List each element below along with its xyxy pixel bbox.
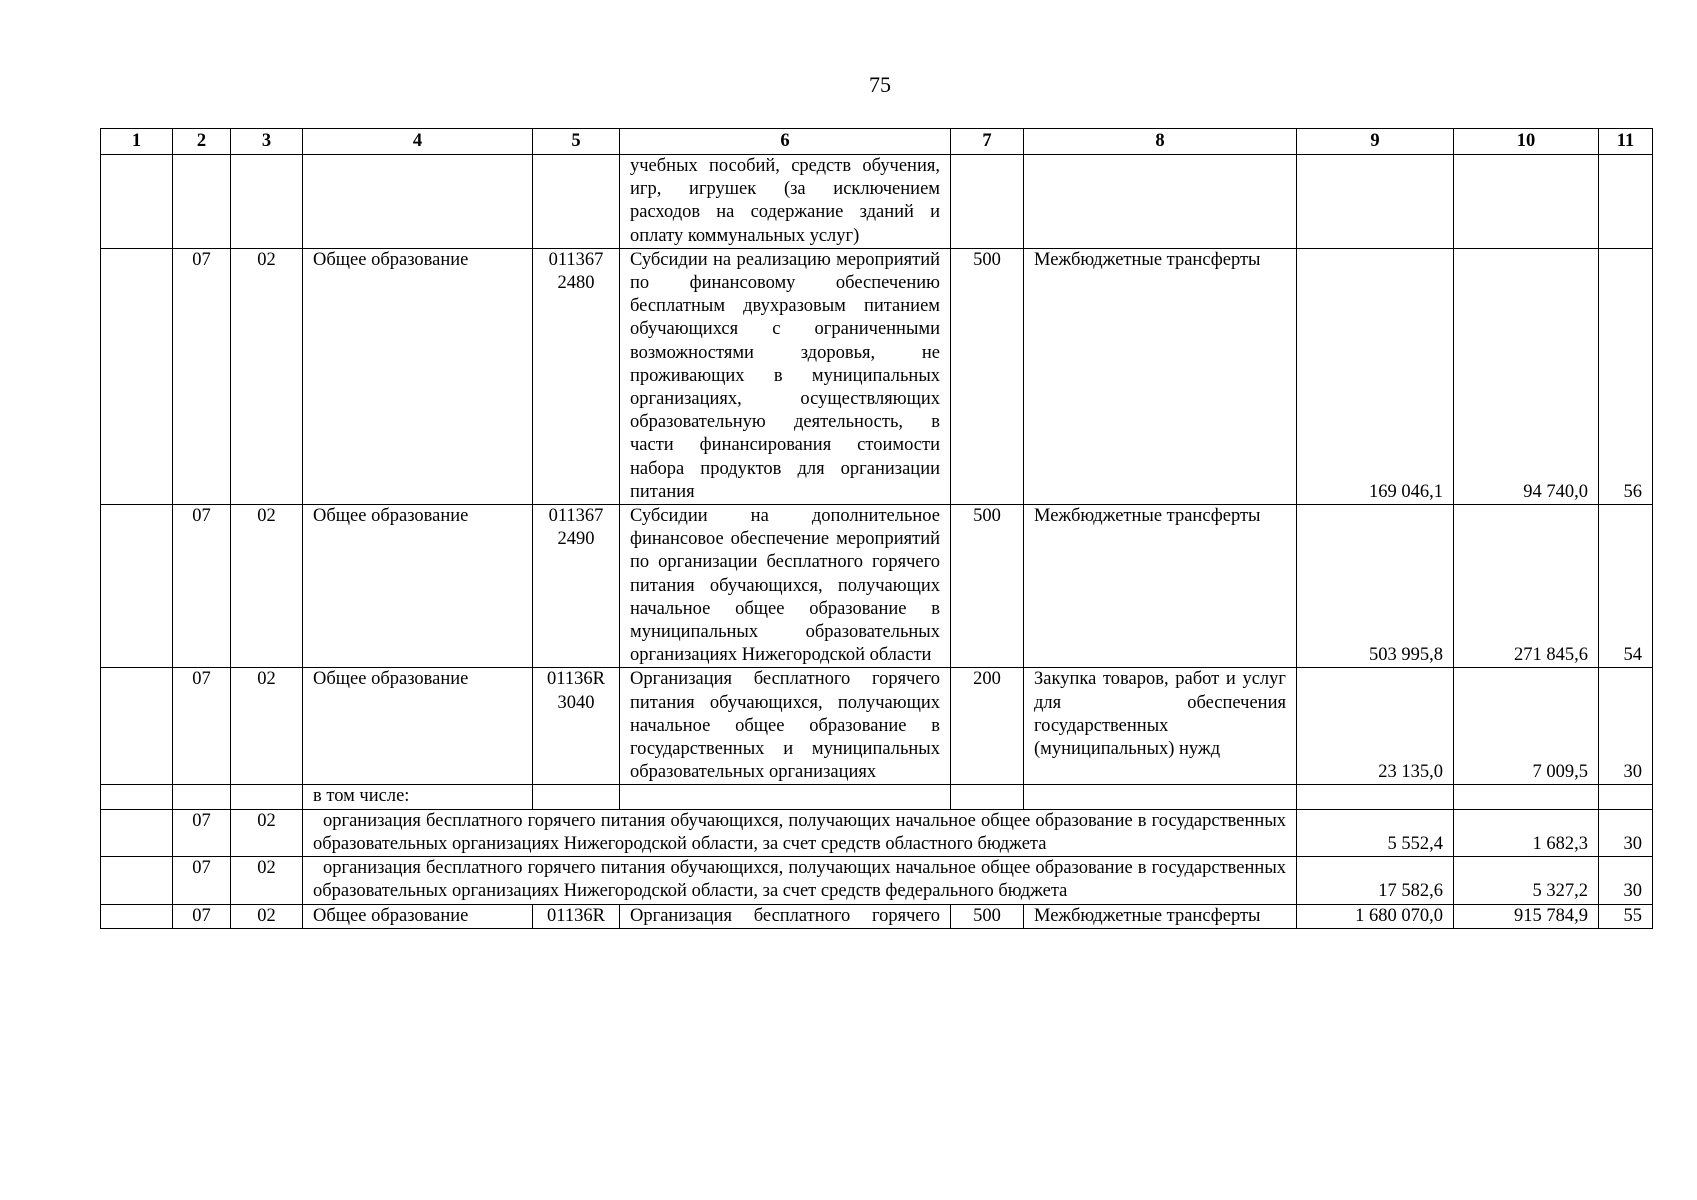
cell-merged-text: организация бесплатного горячего питания обучающихся, получающих начальное общее образование в государственных образовательных организациях Нижегородской области, за счет средств федерального бюджета — [303, 857, 1297, 904]
cell-c3: 02 — [231, 248, 303, 504]
cell-c1 — [101, 668, 173, 785]
cell-c5 — [533, 785, 620, 809]
cell-c7: 500 — [951, 248, 1024, 504]
table-row — [101, 505, 1653, 668]
col-header-4: 4 — [303, 129, 533, 155]
col-header-9: 9 — [1297, 129, 1454, 155]
cell-c7: 200 — [951, 668, 1024, 785]
cell-c9: 1 680 070,0 — [1297, 904, 1454, 928]
cell-c11 — [1599, 785, 1653, 809]
cell-c11: 30 — [1599, 809, 1653, 856]
cell-c10: 1 682,3 — [1454, 809, 1599, 856]
cell-c4: в том числе: — [303, 785, 533, 809]
cell-c10: 271 845,6 — [1454, 505, 1599, 668]
cell-c2: 07 — [173, 857, 231, 904]
table-row — [101, 248, 1653, 504]
cell-c2: 07 — [173, 248, 231, 504]
cell-c10 — [1454, 155, 1599, 249]
cell-c5: 011367 2480 — [533, 248, 620, 504]
cell-c1 — [101, 505, 173, 668]
cell-c1 — [101, 155, 173, 249]
col-header-5: 5 — [533, 129, 620, 155]
cell-c4: Общее образование — [303, 668, 533, 785]
col-header-6: 6 — [620, 129, 951, 155]
cell-c2: 07 — [173, 668, 231, 785]
cell-c7 — [951, 785, 1024, 809]
col-header-8: 8 — [1024, 129, 1297, 155]
cell-c8 — [1024, 785, 1297, 809]
cell-c3 — [231, 155, 303, 249]
cell-c9: 5 552,4 — [1297, 809, 1454, 856]
table-row — [101, 785, 1653, 809]
page-number: 75 — [869, 72, 891, 97]
cell-c11: 30 — [1599, 668, 1653, 785]
cell-c6: Субсидии на реализацию мероприятий по финансовому обеспечению бесплатным двухразовым питанием обучающихся с ограниченными возможностями здоровья, не проживающих в муниципальных организациях, осуществляющих образовательную деятельность, в части финансирования стоимости набора продуктов для организации питания — [620, 248, 951, 504]
cell-c7: 500 — [951, 505, 1024, 668]
col-header-7: 7 — [951, 129, 1024, 155]
cell-c5: 011367 2490 — [533, 505, 620, 668]
cell-c5: 01136R — [533, 904, 620, 928]
cell-c3: 02 — [231, 809, 303, 856]
cell-c1 — [101, 248, 173, 504]
cell-c3: 02 — [231, 904, 303, 928]
table-row-merged — [101, 809, 1653, 856]
cell-c10: 94 740,0 — [1454, 248, 1599, 504]
cell-c11: 30 — [1599, 857, 1653, 904]
cell-c2: 07 — [173, 809, 231, 856]
cell-c9: 169 046,1 — [1297, 248, 1454, 504]
cell-c10: 5 327,2 — [1454, 857, 1599, 904]
cell-c7: 500 — [951, 904, 1024, 928]
cell-c9: 503 995,8 — [1297, 505, 1454, 668]
table-row-merged — [101, 857, 1653, 904]
cell-c1 — [101, 809, 173, 856]
cell-c9: 17 582,6 — [1297, 857, 1454, 904]
cell-c2 — [173, 785, 231, 809]
cell-c9 — [1297, 785, 1454, 809]
cell-c8: Закупка товаров, работ и услуг для обеспечения государственных (муниципальных) нужд — [1024, 668, 1297, 785]
cell-merged-text: организация бесплатного горячего питания обучающихся, получающих начальное общее образование в государственных образовательных организациях Нижегородской области, за счет средств областного бюджета — [303, 809, 1297, 856]
cell-c9: 23 135,0 — [1297, 668, 1454, 785]
cell-c6: Организация бесплатного горячего питания обучающихся, получающих начальное общее образование в государственных и муниципальных образовательных организациях — [620, 668, 951, 785]
cell-c3: 02 — [231, 505, 303, 668]
cell-c6: Организация бесплатного горячего — [620, 904, 951, 928]
table-row — [101, 668, 1653, 785]
table-row — [101, 155, 1653, 249]
col-header-3: 3 — [231, 129, 303, 155]
cell-c10 — [1454, 785, 1599, 809]
cell-c6: учебных пособий, средств обучения, игр, игрушек (за исключением расходов на содержание зданий и оплату коммунальных услуг) — [620, 155, 951, 249]
cell-c11: 55 — [1599, 904, 1653, 928]
cell-c1 — [101, 785, 173, 809]
cell-c8: Межбюджетные трансферты — [1024, 904, 1297, 928]
col-header-11: 11 — [1599, 129, 1653, 155]
cell-c11: 54 — [1599, 505, 1653, 668]
col-header-1: 1 — [101, 129, 173, 155]
cell-c8: Межбюджетные трансферты — [1024, 248, 1297, 504]
cell-c4 — [303, 155, 533, 249]
budget-table — [100, 128, 1653, 929]
col-header-10: 10 — [1454, 129, 1599, 155]
cell-c11: 56 — [1599, 248, 1653, 504]
cell-c8: Межбюджетные трансферты — [1024, 505, 1297, 668]
cell-c2: 07 — [173, 904, 231, 928]
cell-c9 — [1297, 155, 1454, 249]
cell-c5: 01136R 3040 — [533, 668, 620, 785]
cell-c5 — [533, 155, 620, 249]
header-row — [101, 129, 1653, 155]
cell-c3 — [231, 785, 303, 809]
cell-c2 — [173, 155, 231, 249]
cell-c3: 02 — [231, 668, 303, 785]
cell-c6 — [620, 785, 951, 809]
cell-c11 — [1599, 155, 1653, 249]
cell-c4: Общее образование — [303, 248, 533, 504]
cell-c4: Общее образование — [303, 505, 533, 668]
cell-c1 — [101, 904, 173, 928]
cell-c10: 915 784,9 — [1454, 904, 1599, 928]
cell-c6: Субсидии на дополнительное финансовое обеспечение мероприятий по организации бесплатного горячего питания обучающихся, получающих начальное общее образование в муниципальных образовательных организациях Нижегородской области — [620, 505, 951, 668]
col-header-2: 2 — [173, 129, 231, 155]
cell-c1 — [101, 857, 173, 904]
cell-c10: 7 009,5 — [1454, 668, 1599, 785]
cell-c8 — [1024, 155, 1297, 249]
cell-c4: Общее образование — [303, 904, 533, 928]
cell-c7 — [951, 155, 1024, 249]
cell-c2: 07 — [173, 505, 231, 668]
table-row — [101, 904, 1653, 928]
cell-c3: 02 — [231, 857, 303, 904]
